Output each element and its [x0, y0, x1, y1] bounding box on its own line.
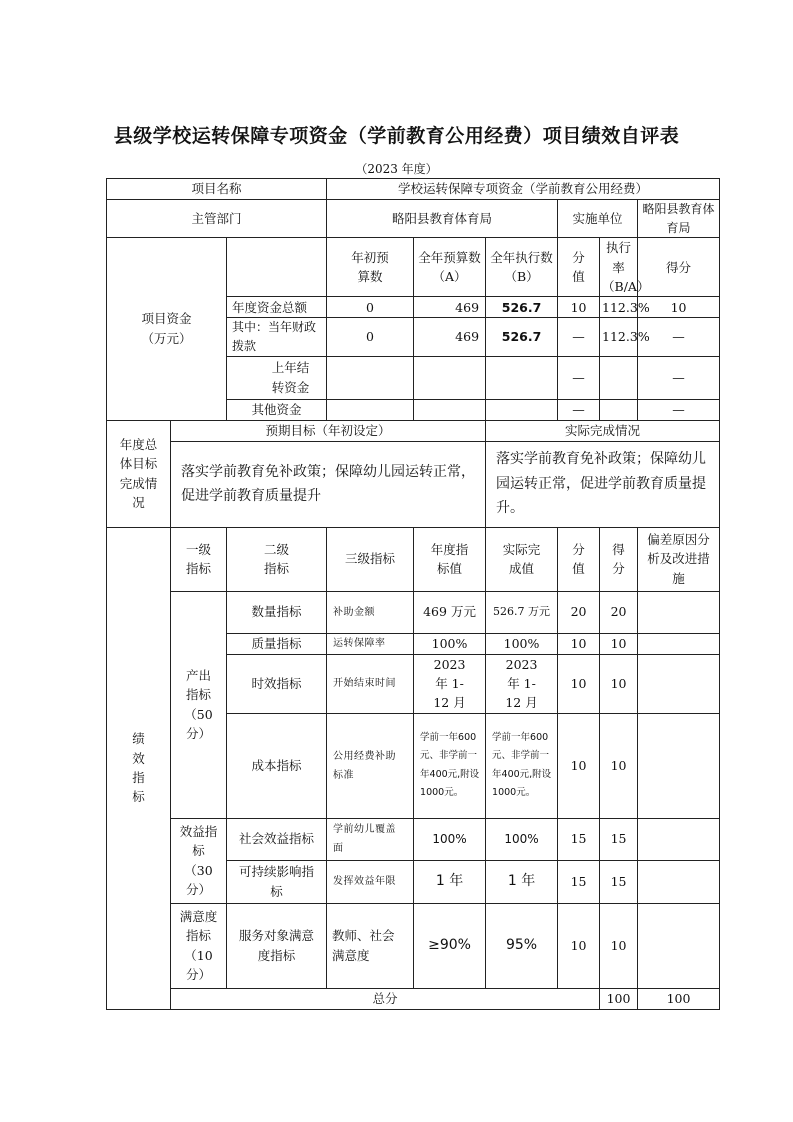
funds-row-initial [327, 356, 414, 399]
funds-row-annual: 469 [414, 297, 486, 318]
perf-deviation [638, 713, 720, 818]
perf-header-target: 年度指标值 [414, 527, 486, 591]
total-score-value: 100 [600, 988, 638, 1009]
perf-l2: 数量指标 [227, 591, 327, 633]
perf-header-score: 得分 [600, 527, 638, 591]
funds-row-initial: 0 [327, 297, 414, 318]
perf-header-actual: 实际完成值 [486, 527, 558, 591]
group-satisfaction: 满意度指标（10分） [171, 903, 227, 988]
perf-l3: 运转保障率 [327, 633, 414, 654]
funds-header-rate: 执行率（B/A） [600, 238, 638, 297]
funds-row-executed [486, 399, 558, 420]
perf-deviation [638, 654, 720, 713]
perf-score-value: 10 [558, 903, 600, 988]
project-name-value: 学校运转保障专项资金（学前教育公用经费） [327, 179, 720, 200]
impl-value: 略阳县教育体育局 [638, 200, 720, 238]
funds-row-rate [600, 399, 638, 420]
perf-actual: 100% [486, 818, 558, 860]
perf-l3: 发挥效益年限 [327, 860, 414, 903]
perf-deviation [638, 633, 720, 654]
perf-label: 绩效指标 [107, 527, 171, 1009]
perf-score: 20 [600, 591, 638, 633]
funds-row-label: 其中：当年财政拨款 [227, 318, 327, 356]
perf-actual: 526.7 万元 [486, 591, 558, 633]
total-score: 100 [638, 988, 720, 1009]
funds-row-rate: 112.3% [600, 318, 638, 356]
funds-row-annual: 469 [414, 318, 486, 356]
perf-actual: 100% [486, 633, 558, 654]
perf-score: 15 [600, 860, 638, 903]
funds-row-label: 上年结转资金 [227, 356, 327, 399]
perf-l3: 教师、社会满意度 [327, 903, 414, 988]
funds-row-initial [327, 399, 414, 420]
perf-l2: 社会效益指标 [227, 818, 327, 860]
perf-header-score-value: 分值 [558, 527, 600, 591]
year-label: （2023 年度） [355, 162, 438, 176]
perf-actual: 2023 年 1-12 月 [486, 654, 558, 713]
dept-label: 主管部门 [107, 200, 327, 238]
perf-score-value: 20 [558, 591, 600, 633]
perf-header-l1: 一级指标 [171, 527, 227, 591]
perf-l2: 可持续影响指标 [227, 860, 327, 903]
perf-l3: 公用经费补助标准 [327, 713, 414, 818]
perf-deviation [638, 818, 720, 860]
perf-deviation [638, 591, 720, 633]
perf-l2: 时效指标 [227, 654, 327, 713]
funds-row-rate: 112.3% [600, 297, 638, 318]
funds-row-score-value: 10 [558, 297, 600, 318]
perf-score: 10 [600, 903, 638, 988]
perf-l2: 质量指标 [227, 633, 327, 654]
perf-score: 10 [600, 633, 638, 654]
perf-score-value: 15 [558, 860, 600, 903]
perf-deviation [638, 903, 720, 988]
perf-score: 10 [600, 654, 638, 713]
evaluation-table [106, 178, 720, 1010]
goal-expected-label: 预期目标（年初设定） [171, 420, 486, 441]
impl-label: 实施单位 [558, 200, 638, 238]
perf-score-value: 10 [558, 654, 600, 713]
funds-row-executed: 526.7 [486, 318, 558, 356]
funds-row-annual [414, 356, 486, 399]
perf-l2: 成本指标 [227, 713, 327, 818]
project-name-label: 项目名称 [107, 179, 327, 200]
perf-l3: 补助金额 [327, 591, 414, 633]
perf-target: 100% [414, 633, 486, 654]
perf-score: 10 [600, 713, 638, 818]
perf-deviation [638, 860, 720, 903]
perf-l3: 开始结束时间 [327, 654, 414, 713]
funds-row-score-value: — [558, 399, 600, 420]
goal-expected-text: 落实学前教育免补政策；保障幼儿园运转正常，促进学前教育质量提升 [171, 441, 486, 527]
perf-target: 469 万元 [414, 591, 486, 633]
funds-header-annual: 全年预算数（A） [414, 238, 486, 297]
funds-row-label: 年度资金总额 [227, 297, 327, 318]
funds-row-rate [600, 356, 638, 399]
perf-l2: 服务对象满意度指标 [227, 903, 327, 988]
funds-row-score-value: — [558, 356, 600, 399]
perf-target: 1 年 [414, 860, 486, 903]
dept-value: 略阳县教育体育局 [327, 200, 558, 238]
funds-label: 项目资金（万元） [107, 238, 227, 420]
perf-score: 15 [600, 818, 638, 860]
funds-row-executed: 526.7 [486, 297, 558, 318]
funds-row-executed [486, 356, 558, 399]
perf-score-value: 10 [558, 713, 600, 818]
funds-row-initial: 0 [327, 318, 414, 356]
funds-header-blank [227, 238, 327, 297]
perf-score-value: 15 [558, 818, 600, 860]
perf-actual: 1 年 [486, 860, 558, 903]
goal-label: 年度总体目标完成情况 [107, 420, 171, 527]
funds-row-annual [414, 399, 486, 420]
funds-row-score-value: — [558, 318, 600, 356]
funds-row-score: — [638, 356, 720, 399]
funds-header-score: 得分 [638, 238, 720, 297]
perf-target: 2023 年 1-12 月 [414, 654, 486, 713]
perf-target: 100% [414, 818, 486, 860]
funds-row-score: 10 [638, 297, 720, 318]
group-output: 产出指标（50分） [171, 591, 227, 818]
perf-actual: 学前一年600元、非学前一年400元,附设1000元。 [486, 713, 558, 818]
goal-actual-text: 落实学前教育免补政策；保障幼儿园运转正常，促进学前教育质量提升。 [486, 441, 720, 527]
funds-header-executed: 全年执行数（B） [486, 238, 558, 297]
funds-header-initial: 年初预算数 [327, 238, 414, 297]
funds-row-score: — [638, 399, 720, 420]
perf-l3: 学前幼儿覆盖面 [327, 818, 414, 860]
page-title: 县级学校运转保障专项资金（学前教育公用经费）项目绩效自评表 [113, 125, 680, 147]
total-label: 总分 [171, 988, 600, 1009]
perf-target: ≥90% [414, 903, 486, 988]
funds-header-score-value: 分值 [558, 238, 600, 297]
goal-actual-label: 实际完成情况 [486, 420, 720, 441]
perf-header-deviation: 偏差原因分析及改进措施 [638, 527, 720, 591]
perf-header-l2: 二级指标 [227, 527, 327, 591]
funds-row-score: — [638, 318, 720, 356]
perf-score-value: 10 [558, 633, 600, 654]
group-benefit: 效益指标（30分） [171, 818, 227, 903]
perf-header-l3: 三级指标 [327, 527, 414, 591]
perf-target: 学前一年600元、非学前一年400元,附设1000元。 [414, 713, 486, 818]
perf-actual: 95% [486, 903, 558, 988]
funds-row-label: 其他资金 [227, 399, 327, 420]
